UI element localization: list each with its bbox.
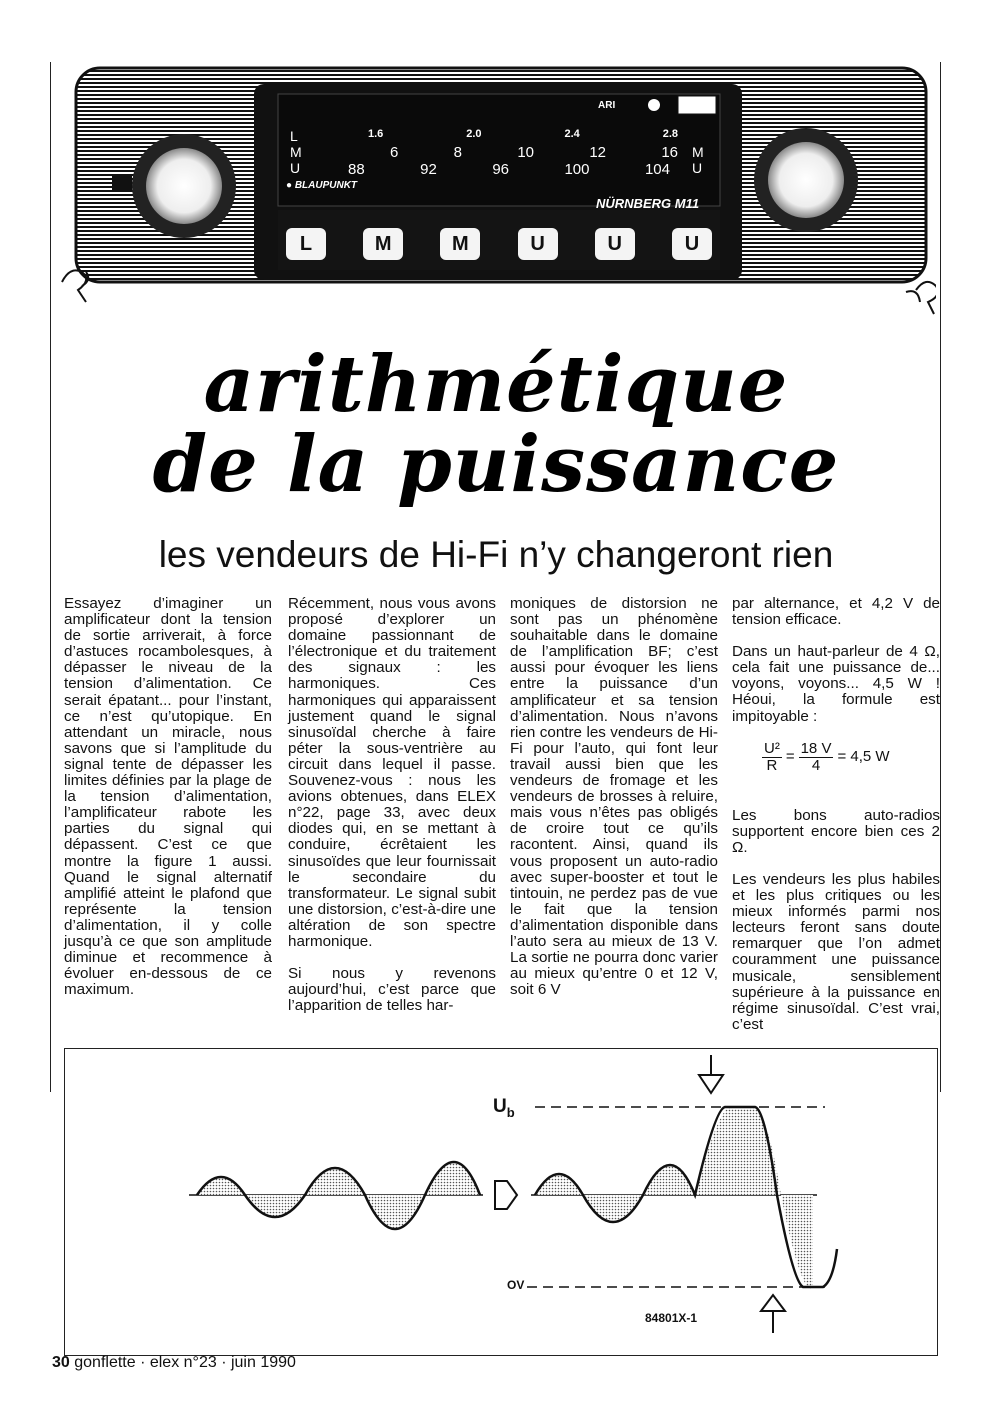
scale-u-tick: 100 [564, 161, 590, 178]
band-m-label: M [290, 144, 302, 160]
scale-m-tick: 10 [517, 144, 534, 161]
fraction-denominator: R [766, 756, 778, 774]
text-column-3 [510, 596, 718, 1014]
band-letters-left [290, 128, 302, 176]
scale-l-tick: 2.4 [564, 128, 580, 140]
formula-result: = 4,5 W [837, 748, 890, 766]
page-footer [52, 1354, 296, 1372]
amplifier-arrow-icon [495, 1181, 517, 1209]
scale-l-tick: 2.8 [662, 128, 678, 140]
ari-label: ARI [598, 100, 616, 111]
fraction-numerator: U² [764, 739, 780, 757]
model-name: NÜRNBERG M11 [596, 196, 700, 211]
preset-button: U [595, 228, 635, 260]
figure-1-clipping-diagram [64, 1048, 938, 1356]
output-wave-fill [535, 1108, 813, 1290]
power-formula [762, 741, 940, 774]
preset-buttons [286, 228, 712, 260]
preset-button: M [440, 228, 480, 260]
top-arrow-head-icon [699, 1075, 723, 1093]
scale-u-tick: 96 [492, 161, 509, 178]
scale-m-tick: 16 [661, 144, 678, 161]
fraction-18v-over-4 [799, 741, 834, 774]
preset-button: U [518, 228, 558, 260]
frame-left-rule [50, 62, 51, 1092]
paragraph: Les bons auto-radios supportent encore bien ces 2 Ω. [732, 806, 940, 856]
brand-logo: ● BLAUPUNKT [286, 180, 358, 191]
scale-m [390, 144, 678, 161]
scale-u-tick: 88 [348, 161, 365, 178]
car-radio-illustration [56, 62, 936, 324]
equals-sign: = [785, 748, 795, 766]
band-letters-right [692, 144, 704, 176]
frame-right-rule [940, 62, 941, 1092]
waveform-diagram [65, 1049, 937, 1355]
text-column-2 [288, 596, 496, 1030]
paragraph: Dans un haut-parleur de 4 Ω, cela fait une puissance de... voyons, voyons... 4,5 W ! Héoui, la formule est impitoyable : [732, 643, 940, 725]
fraction-numerator: 18 V [800, 739, 832, 757]
ub-label [493, 1096, 515, 1120]
article-title-line2: de la puissance [152, 419, 840, 510]
preset-button: U [672, 228, 712, 260]
figure-id: 84801X-1 [645, 1311, 698, 1325]
brand-name: BLAUPUNKT [294, 180, 358, 191]
footer-text: gonflette · elex n°23 · juin 1990 [74, 1354, 296, 1371]
band-l-label: L [290, 128, 298, 144]
scale-l-tick: 2.0 [466, 128, 482, 140]
paragraph: Si nous y revenons aujourd’hui, c’est parce que l’apparition de telles har- [288, 965, 496, 1015]
article-subtitle: les vendeurs de Hi-Fi n’y changeront rien [158, 534, 834, 575]
paragraph: moniques de distorsion ne sont pas un phénomène souhaitable dans le domaine de l’amplification BF; c’est aussi pour évoquer les liens entre la puissance d’un amplificateur et sa tension d’alimentation. Nous n’avons rien contre les vendeurs de Hi-Fi pour l’auto, qui font leur travail aussi bien que les vendeurs de fromage et les vendeurs de brosses à reluire, mais vous n’êtes pas obligés de croire tout ce qu’ils racontent. Ainsi, quand ils vous proposent un auto-radio avec super-booster et tout le tintouin, ne perdez pas de vue le fait que la tension d’alimentation disponible dans l’auto sera au mieux de 13 V. La sortie ne pourra donc varier au mieux qu’entre 0 et 12 V, soit 6 V [510, 595, 718, 999]
paragraph: Récemment, nous vous avons proposé d’explorer un domaine passionnant de l’électronique et du traitement des signaux : les harmoniques. Ces harmoniques qui apparaissent justement quand le signal sinusoïdal cherche à faire péter la sous-ventrière au circuit dans lequel il passe. Souvenez-vous : nous les avions obtenues, dans ELEX n°22, page 33, avec deux diodes qui, en se mettant à conduire, écrêtaient les sinusoïdes que leur fournissait le secondaire du transformateur. Le signal subit une distorsion, c’est-à-dire une altération de son spectre harmonique. [288, 595, 496, 950]
fraction-denominator: 4 [811, 756, 821, 774]
bottom-arrow-head-icon [761, 1295, 785, 1311]
text-column-1 [64, 596, 272, 1014]
car-radio-drawing [56, 62, 936, 324]
scale-l-tick: 1.6 [368, 128, 384, 140]
scale-u [348, 161, 670, 178]
preset-button: M [363, 228, 403, 260]
ub-subscript: b [506, 1104, 515, 1120]
paragraph: par alternance, et 4,2 V de tension efficace. [732, 595, 940, 629]
scale-u-tick: 92 [420, 161, 437, 178]
scale-m-tick: 8 [453, 144, 462, 161]
ov-label: OV [507, 1278, 525, 1292]
fraction-u2-over-r [762, 741, 782, 774]
scale-m-tick: 12 [589, 144, 606, 161]
scale-l [368, 128, 678, 140]
text-column-4 [732, 596, 940, 1049]
preset-button: L [286, 228, 326, 260]
band-u-label: U [290, 160, 301, 176]
scale-u-tick: 104 [644, 161, 670, 178]
scale-m-tick: 6 [390, 144, 399, 161]
paragraph: Essayez d’imaginer un amplificateur dont la tension de sortie arriverait, à force d’astuces rocambolesques, à dépasser le niveau de la tension d’alimentation. Ce serait épatant... pour l’instant, ce n’est qu’utopique. En attendant un miracle, nous savons que si l’amplitude du signal tente de dépasser les limites définies par la plage de la tension d’alimentation, l’amplificateur rabote les parties du signal qui dépassent. C’est ce que montre la figure 1 aussi. Quand le signal alternatif amplifié atteint le plafond que représente la tension d’alimentation, il y colle jusqu’à ce que son amplitude diminue et recommence à évoluer en-dessous de ce maximum. [64, 595, 272, 999]
article-title-line1: arithmétique [203, 339, 789, 430]
page-number: 30 [52, 1354, 70, 1371]
band-m-right-label: M [692, 144, 704, 160]
ub-main: U [493, 1096, 507, 1117]
paragraph: Les vendeurs les plus habiles et les plus critiques ou les mieux informés parmi nos lecteurs feront sans doute remarquer que l’on admet couramment une puissance musicale, sensiblement supérieure à la puissance en régime sinusoïdal. C’est vrai, c’est [732, 870, 940, 1033]
band-u-right-label: U [692, 160, 703, 176]
